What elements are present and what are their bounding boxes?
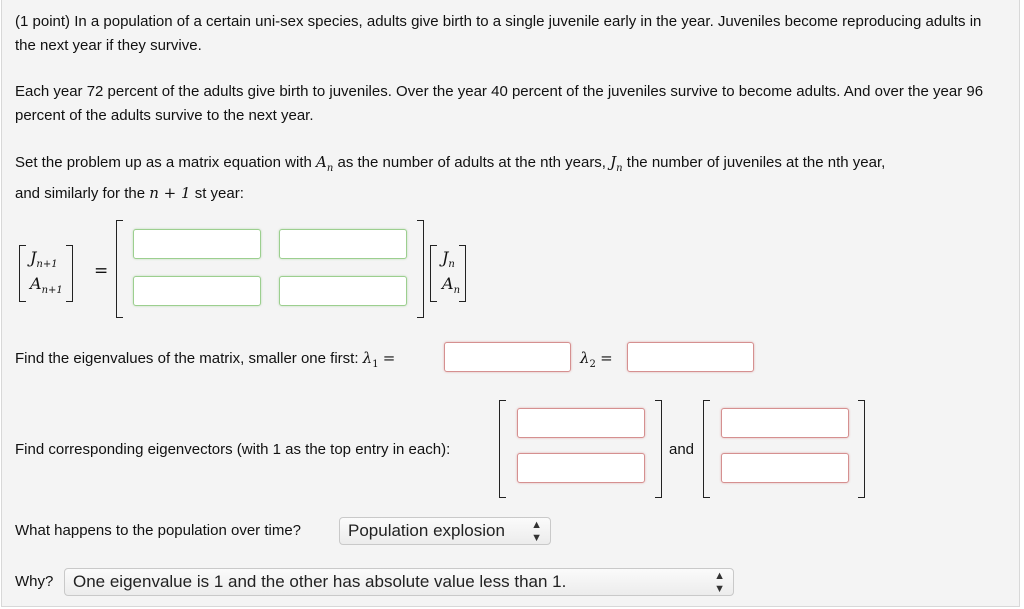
population-select[interactable] xyxy=(339,517,551,545)
right-vector-bracket-close xyxy=(459,245,466,302)
intro-text: (1 point) In a population of a certain uni-sex species, adults give birth to a single juvenile early in the year. Juveniles become reproducing adults in the next year if they survive. xyxy=(15,13,982,54)
why-select[interactable] xyxy=(64,568,734,596)
population-prompt: What happens to the population over time? xyxy=(15,522,302,539)
population-select-value: Population explosion xyxy=(348,521,505,540)
rates-text: Each year 72 percent of the adults give birth to juveniles. Over the year 40 percent of the juveniles survive to become adults. And over the year 96 percent of the adults survive to the next year. xyxy=(15,83,984,124)
matrix-bracket-close xyxy=(417,220,424,318)
j-n-symbol: $J_n$ xyxy=(610,153,623,174)
lambda1-input[interactable] xyxy=(444,342,571,372)
matrix-entry-r1c1[interactable] xyxy=(133,229,261,259)
eigvec2-bracket-open xyxy=(703,400,710,498)
eigenvalue-prompt: Find the eigenvalues of the matrix, smaller one first: $\lambda_1$ = xyxy=(15,349,396,370)
eigvec2-bracket-close xyxy=(858,400,865,498)
problem-panel xyxy=(1,0,1020,607)
and-label: and xyxy=(669,441,695,458)
select-arrows-icon: ▲ ▼ xyxy=(531,519,542,544)
matrix-entry-r2c1[interactable] xyxy=(133,276,261,306)
matrix-bracket-open xyxy=(116,220,123,318)
eigvec1-bracket-close xyxy=(655,400,662,498)
eigvec2-bottom-input[interactable] xyxy=(721,453,849,483)
why-select-value: One eigenvalue is 1 and the other has absolute value less than 1. xyxy=(73,572,567,591)
a-n-symbol: $A_n$ xyxy=(316,153,334,174)
matrix-entry-r2c2[interactable] xyxy=(279,276,407,306)
why-prompt: Why? xyxy=(15,573,54,590)
eigvec1-bottom-input[interactable] xyxy=(517,453,645,483)
n-plus-1-symbol: n + 1 xyxy=(149,184,191,202)
a-n: $A_n$ xyxy=(442,274,461,297)
eigvec2-top-input[interactable] xyxy=(721,408,849,438)
eigvec1-bracket-open xyxy=(499,400,506,498)
setup-text: Set the problem up as a matrix equation with $A_n$ as the number of adults at the nth years, $J_n$ the number of juveniles at the nth year, and similarly for the n + 1 st year: xyxy=(15,153,886,202)
j-n: $J_n$ xyxy=(442,248,455,271)
left-vector-bracket-close xyxy=(66,245,73,302)
select-arrows-icon: ▲ ▼ xyxy=(714,570,725,595)
eigvec1-top-input[interactable] xyxy=(517,408,645,438)
left-vector-bracket-open xyxy=(19,245,26,302)
eigenvector-prompt: Find corresponding eigenvectors (with 1 as the top entry in each): xyxy=(15,441,451,458)
j-n-plus-1: $J_{n+1}$ xyxy=(30,248,58,271)
a-n-plus-1: $A_{n+1}$ xyxy=(30,274,63,297)
lambda2-input[interactable] xyxy=(627,342,754,372)
equals-sign: = xyxy=(94,261,109,281)
matrix-entry-r1c2[interactable] xyxy=(279,229,407,259)
lambda2-label: $\lambda_2$ = xyxy=(580,349,613,370)
right-vector-bracket-open xyxy=(430,245,437,302)
